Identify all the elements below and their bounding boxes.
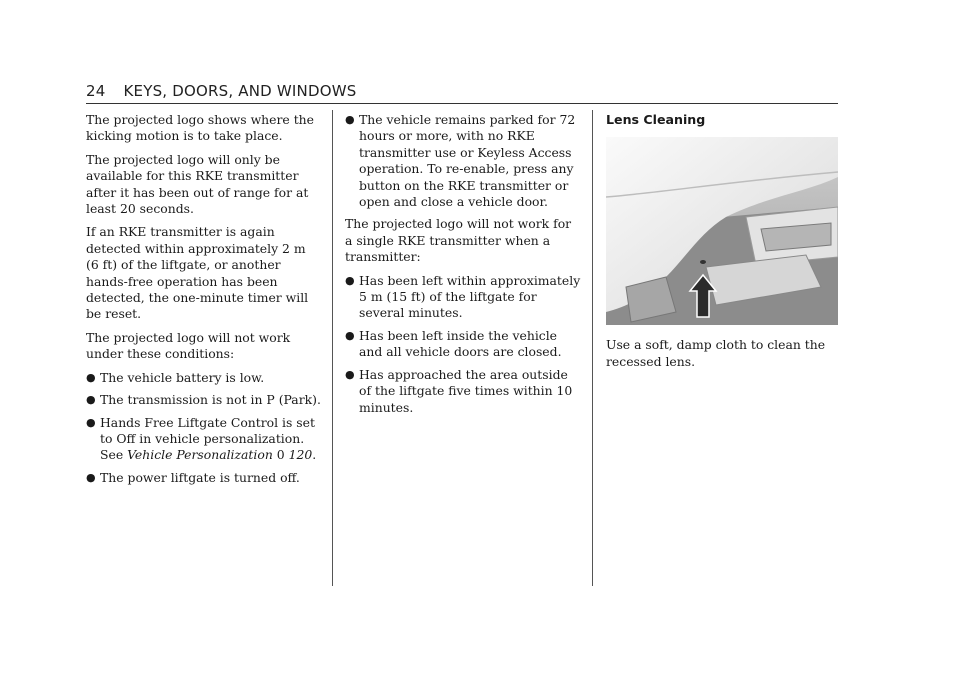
lens-location-illustration (606, 137, 838, 325)
conditions-list (86, 370, 322, 486)
section-heading: Lens Cleaning (606, 112, 706, 127)
paragraph: The projected logo shows where the kicking motion is to take place. (86, 112, 314, 144)
list-item (86, 470, 322, 486)
list-item (345, 367, 581, 416)
section-title: KEYS, DOORS, AND WINDOWS (123, 82, 357, 100)
column-divider-1 (332, 110, 333, 586)
bullet-icon: ● (86, 415, 96, 429)
paragraph: Use a soft, damp cloth to clean the recessed lens. (606, 337, 826, 369)
bullet-icon: ● (86, 393, 96, 407)
list-item (345, 328, 581, 361)
bullet-icon: ● (345, 113, 355, 126)
list-item (86, 392, 322, 408)
list-item-text: Has been left inside the vehicle and all vehicle doors are closed. (359, 327, 562, 360)
page-number: 24 (86, 82, 106, 100)
list-item-text: The transmission is not in P (Park). (100, 392, 321, 408)
conditions-list-continued (345, 112, 581, 210)
paragraph: The projected logo will not work for a single RKE transmitter when a transmitter: (345, 216, 572, 265)
paragraph: The projected logo will only be available for this RKE transmitter after it has been out of range for at least 20 seconds. (86, 151, 309, 217)
bullet-icon: ● (345, 328, 355, 342)
list-item-text: The power liftgate is turned off. (100, 469, 300, 485)
xref-period: . (312, 447, 317, 463)
list-item (86, 415, 322, 464)
paragraph: If an RKE transmitter is again detected within approximately 2 m (6 ft) of the liftgate, or another hands-free operation has been detected, the one-minute timer will be reset. (86, 224, 309, 322)
list-item-text: The vehicle remains parked for 72 hours or more, with no RKE transmitter use or Keyless Access operation. To re-enable, press any button on the RKE transmitter or open and close a vehicle door. (359, 112, 576, 210)
page-header (86, 82, 838, 104)
page-ref-number[interactable]: 120 (288, 447, 313, 463)
bullet-icon: ● (86, 370, 96, 384)
paragraph: The projected logo will not work under these conditions: (86, 329, 291, 362)
page-ref-symbol: 0 (276, 447, 285, 463)
list-item (86, 370, 322, 386)
transmitter-list (345, 273, 581, 416)
header-rule (86, 103, 838, 104)
list-item (345, 273, 581, 322)
list-item-text: Has approached the area outside of the liftgate five times within 10 minutes. (359, 366, 573, 415)
bullet-icon: ● (345, 367, 355, 381)
column-divider-2 (592, 110, 593, 586)
list-item-text: Has been left within approximately 5 m (15 ft) of the liftgate for several minutes. (359, 272, 581, 321)
column-3 (606, 112, 838, 377)
list-item (345, 112, 581, 210)
column-2 (345, 112, 581, 422)
header-text (86, 82, 356, 100)
list-item-text: The vehicle battery is low. (100, 369, 265, 385)
cross-reference-link[interactable]: Vehicle Personalization (127, 447, 273, 463)
column-1 (86, 112, 322, 492)
bullet-icon: ● (86, 470, 96, 484)
bullet-icon: ● (345, 273, 355, 287)
lens-marker (700, 260, 706, 264)
list-item-text: Hands Free Liftgate Control is set to Off in vehicle personalization. See (100, 414, 315, 463)
